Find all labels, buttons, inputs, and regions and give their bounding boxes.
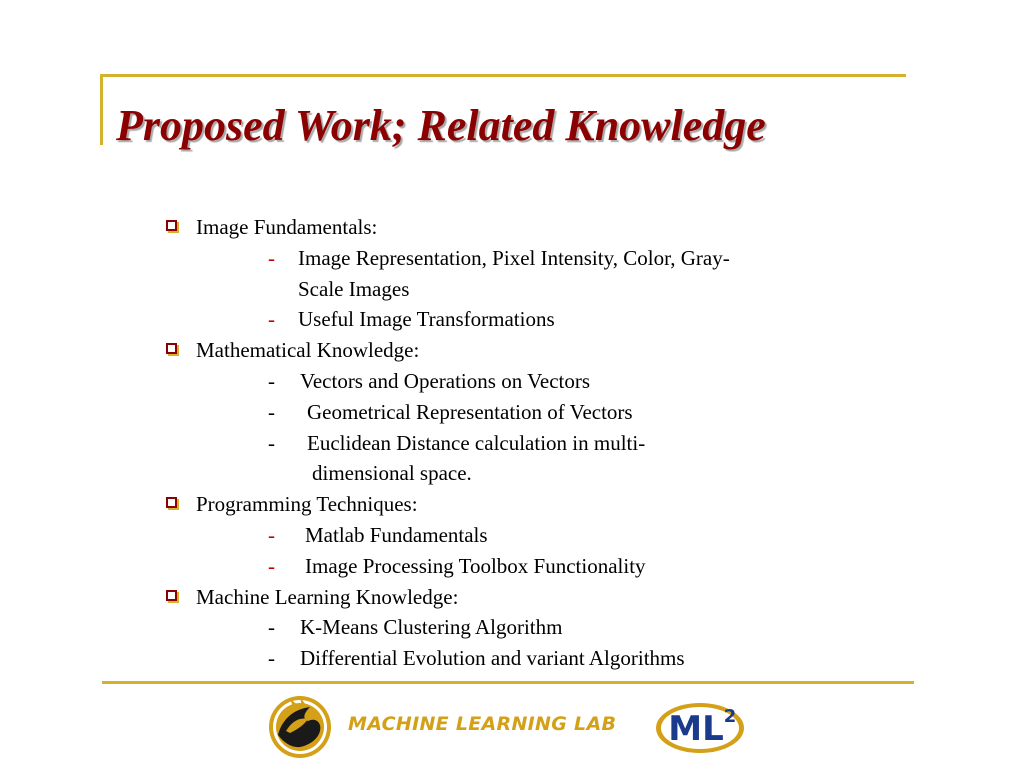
list-item bbox=[160, 366, 880, 397]
list-item-continuation bbox=[160, 274, 880, 305]
square-bullet-icon bbox=[166, 497, 177, 508]
list-item-text: dimensional space. bbox=[312, 461, 472, 486]
section-heading bbox=[160, 212, 880, 243]
list-item-text: K-Means Clustering Algorithm bbox=[300, 615, 563, 640]
section-heading-text: Mathematical Knowledge: bbox=[196, 338, 420, 363]
dash-marker: - bbox=[268, 307, 275, 332]
list-item bbox=[160, 243, 880, 274]
section-heading-text: Image Fundamentals: bbox=[196, 215, 378, 239]
list-item bbox=[160, 643, 880, 674]
list-item bbox=[160, 304, 880, 335]
list-item bbox=[160, 428, 880, 459]
dash-marker: - bbox=[268, 615, 275, 640]
list-item-text: Image Processing Toolbox Functionality bbox=[305, 553, 646, 578]
section-heading bbox=[160, 582, 880, 613]
ml2-badge-icon bbox=[652, 700, 752, 756]
pegasus-logo-icon bbox=[264, 691, 336, 761]
section-heading bbox=[160, 335, 880, 366]
list-item-text: Vectors and Operations on Vectors bbox=[300, 368, 591, 393]
list-item-text: Euclidean Distance calculation in multi- bbox=[307, 430, 646, 455]
dash-marker: - bbox=[268, 399, 275, 424]
dash-marker: - bbox=[268, 245, 275, 270]
square-bullet-icon bbox=[166, 343, 177, 354]
list-item-text: Image Representation, Pixel Intensity, Color, Gray- bbox=[298, 245, 730, 270]
title-rule-left bbox=[100, 74, 103, 145]
list-item-text: Useful Image Transformations bbox=[298, 307, 555, 332]
list-item bbox=[160, 520, 880, 551]
list-item-text: Scale Images bbox=[298, 276, 410, 301]
title-rule-top bbox=[100, 74, 906, 77]
dash-marker: - bbox=[268, 368, 275, 393]
slide-title: Proposed Work; Related Knowledge bbox=[116, 101, 766, 150]
list-item-text: Differential Evolution and variant Algorithms bbox=[300, 646, 685, 671]
list-item-text: Geometrical Representation of Vectors bbox=[307, 399, 633, 424]
slide-content bbox=[160, 212, 880, 674]
dash-marker: - bbox=[268, 522, 275, 547]
dash-marker: - bbox=[268, 553, 275, 578]
lab-name: MACHINE LEARNING LAB bbox=[348, 713, 617, 735]
square-bullet-icon bbox=[166, 590, 177, 601]
footer-rule bbox=[102, 681, 914, 684]
list-item-continuation bbox=[160, 458, 880, 489]
section-heading bbox=[160, 489, 880, 520]
list-item-text: Matlab Fundamentals bbox=[305, 522, 488, 547]
list-item bbox=[160, 397, 880, 428]
dash-marker: - bbox=[268, 646, 275, 671]
list-item bbox=[160, 612, 880, 643]
badge-superscript: 2 bbox=[723, 706, 737, 727]
section-heading-text: Machine Learning Knowledge: bbox=[196, 584, 459, 609]
section-heading-text: Programming Techniques: bbox=[196, 492, 418, 517]
list-item bbox=[160, 551, 880, 582]
badge-text: ML bbox=[668, 709, 724, 749]
square-bullet-icon bbox=[166, 220, 177, 231]
dash-marker: - bbox=[268, 430, 275, 455]
